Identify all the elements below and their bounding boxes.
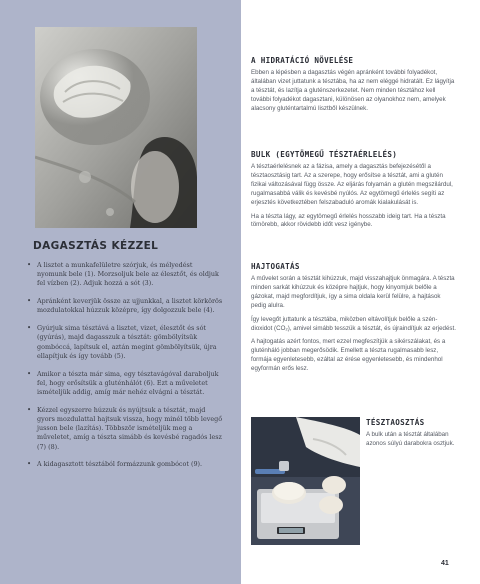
dividing-photo-graphic — [251, 417, 360, 545]
section-title: TÉSZTAOSZTÁS — [366, 418, 425, 427]
kneading-photo — [35, 27, 197, 228]
dividing-photo — [251, 417, 360, 545]
kneading-title: DAGASZTÁS KÉZZEL — [33, 240, 159, 252]
kneading-step: • A kidagasztott tésztából formázzunk gombócot (9). — [26, 460, 224, 469]
section-paragraph: A bulk után a tésztát általában azonos súlyú darabokra osztjuk. — [366, 431, 455, 447]
section-paragraph: Ha a tészta lágy, az egytömegű érlelés hosszabb ideig tart. Ha a tészta tömörebb, akkor rövidebb időt vesz igénybe. — [251, 212, 446, 229]
section-paragraph: A tésztaérlelésnek az a fázisa, amely a dagasztás befejezésétől a tésztaosztásig tart. Az a szerepe, hogy erősítse a tésztát, ami a glutén fizikai változásával függ össze. Az eljárás folyamán a glutén megszilárdul, rugalmasabbá válik és kevésbé nyúlós. Az egytömegű érlelés segíti az erjesztés következtében felszabaduló aromák kialakulását is. — [251, 163, 453, 206]
page-number: 41 — [441, 560, 449, 567]
section-dividing — [366, 418, 456, 454]
section-folding — [251, 262, 456, 379]
section-hydration — [251, 56, 456, 119]
section-paragraph: A hajtogatás azért fontos, mert ezzel megfeszítjük a sikérszálakat, és a gluténháló jobban megerősödik. Emellett a tészta rugalmasabb lesz, formája egyenletesebb, ezáltal az érése egyenletesebb, és mindenhol egyformán erős lesz. — [251, 338, 446, 373]
kneading-step: • Amikor a tészta már sima, egy tésztavágóval daraboljuk fel, hogy erősítsük a gluténhálót (6). Ezt a műveletet ismételjük addig, amíg már nehéz elvágni a tésztát. — [26, 370, 224, 398]
kneading-step: • Apránként keverjük össze az ujjunkkal, a lisztet körkörös mozdulatokkal húzzuk középre, így dolgozzuk bele (4). — [26, 297, 224, 315]
section-paragraph: Így levegőt juttatunk a tésztába, miközben eltávolítjuk belőle a szén-dioxidot (CO₂), amivel simább tesszük a tésztát, és újraindítjuk az erjedést. — [251, 315, 456, 332]
kneading-step: • Gyúrjuk sima tésztává a lisztet, vizet, élesztőt és sót (gyúrás), majd dagasszuk a tésztát: gömbölyítsük gombóccá, lapítsuk el, aztán megint gömbölyítsük, újra ellapítjuk és így tovább (5). — [26, 324, 224, 361]
section-paragraph: Ebben a lépésben a dagasztás végén apránként további folyadékot, általában vizet juttatunk a tésztába, ha az nem eléggé hidratált. Ez lágyítja a tésztát, és lazítja a gluténszerkezetet. Nem minden tésztához kell további folyadékot dagasztani, különösen az olyanokhoz nem, amelyek alacsony gluténtartalmú lisztből készülnek. — [251, 69, 455, 112]
kneading-steps — [26, 261, 224, 478]
section-paragraph: A művelet során a tésztát kihúzzuk, majd visszahajtjuk önmagára. A tészta minden sarkát kihúzzuk és középre hajtjuk, hogy kinyomjuk belőle a gázokat, majd megfordítjuk, így a sima oldala kerül felülre, a hajtások pedig alulra. — [251, 275, 455, 309]
kneading-photo-graphic — [35, 27, 197, 228]
section-title: A HIDRATÁCIÓ NÖVELÉSE — [251, 56, 354, 65]
section-title: BULK (EGYTÖMEGŰ TÉSZTAÉRLELÉS) — [251, 150, 398, 159]
section-title: HAJTOGATÁS — [251, 262, 300, 271]
kneading-step: • Kézzel egyszerre húzzuk és nyújtsuk a tésztát, majd gyors mozdulattal hajtsuk vissza, hogy minél több levegő jusson bele (lazítás). Többször ismételjük meg a műveletet, amíg a tészta simább és kevésbé ragadós lesz (7) (8). — [26, 406, 224, 452]
kneading-step: • A lisztet a munkafelületre szórjuk, és mélyedést nyomunk bele (1). Morzsoljuk bele az élesztőt, és oldjuk fel vízben (2). Adjuk hozzá a sót (3). — [26, 261, 224, 289]
section-bulk — [251, 150, 456, 235]
